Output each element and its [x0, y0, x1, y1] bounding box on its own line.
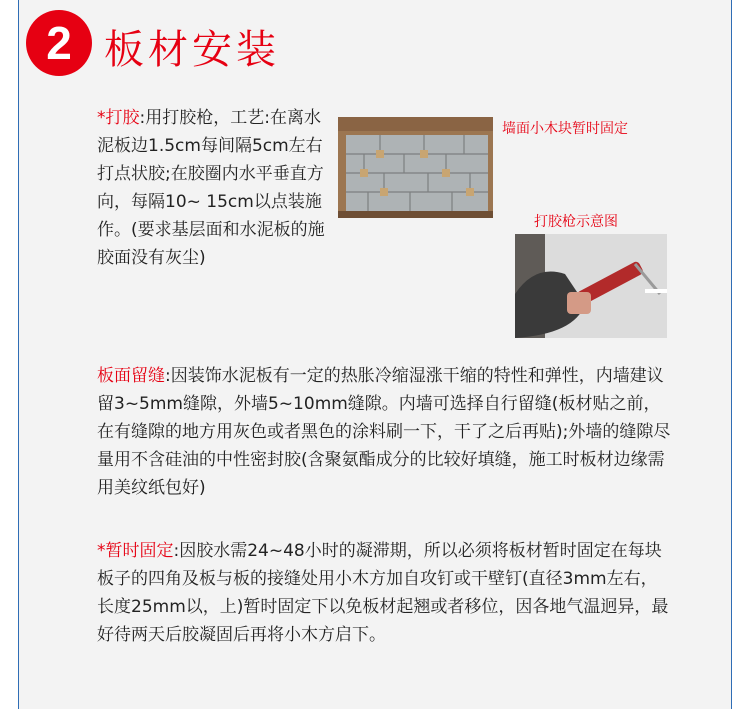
temp-fix-paragraph	[97, 537, 672, 649]
glue-gun-photo	[515, 234, 667, 338]
wall-wood-block-photo	[338, 117, 493, 218]
section-title: 板材安装	[104, 27, 280, 73]
seam-paragraph	[97, 362, 672, 502]
seam-text: :因装饰水泥板有一定的热胀冷缩湿涨干缩的特性和弹性，内墙建议留3~5mm缝隙，外墙5~10mm缝隙。内墙可选择自行留缝(板材贴之前，在有缝隙的地方用灰色或者黑色的涂料刷一下，干了之后再贴);外墙的缝隙尽量用不含硅油的中性密封胶(含聚氨酯成分的比较好填缝，施工时板材边缘需用美纹纸包好)	[97, 366, 671, 498]
temp-fix-label: *暂时固定	[97, 541, 174, 561]
glue-text: :用打胶枪，工艺:在离水泥板边1.5cm每间隔5cm左右打点状胶;在胶圈内水平垂直方向，每隔10~ 15cm以点装施作。(要求基层面和水泥板的施胶面没有灰尘)	[97, 108, 325, 268]
glue-label: *打胶	[97, 108, 140, 128]
gun-photo-caption: 打胶枪示意图	[534, 214, 618, 230]
glue-paragraph	[97, 104, 331, 272]
step-number-badge: 2	[26, 10, 92, 76]
wall-photo-caption: 墙面小木块暂时固定	[502, 121, 628, 137]
temp-fix-text: :因胶水需24~48小时的凝滞期，所以必须将板材暂时固定在每块板子的四角及板与板的接缝处用小木方加自攻钉或干壁钉(直径3mm左右，长度25mm以，上)暂时固定下以免板材起翘或者移位，因各地气温迥异，最好待两天后胶凝固后再将小木方启下。	[97, 541, 669, 645]
seam-label: 板面留缝	[97, 366, 165, 386]
glue-gun-illustration	[515, 234, 667, 338]
wall-photo-illustration	[338, 117, 493, 218]
